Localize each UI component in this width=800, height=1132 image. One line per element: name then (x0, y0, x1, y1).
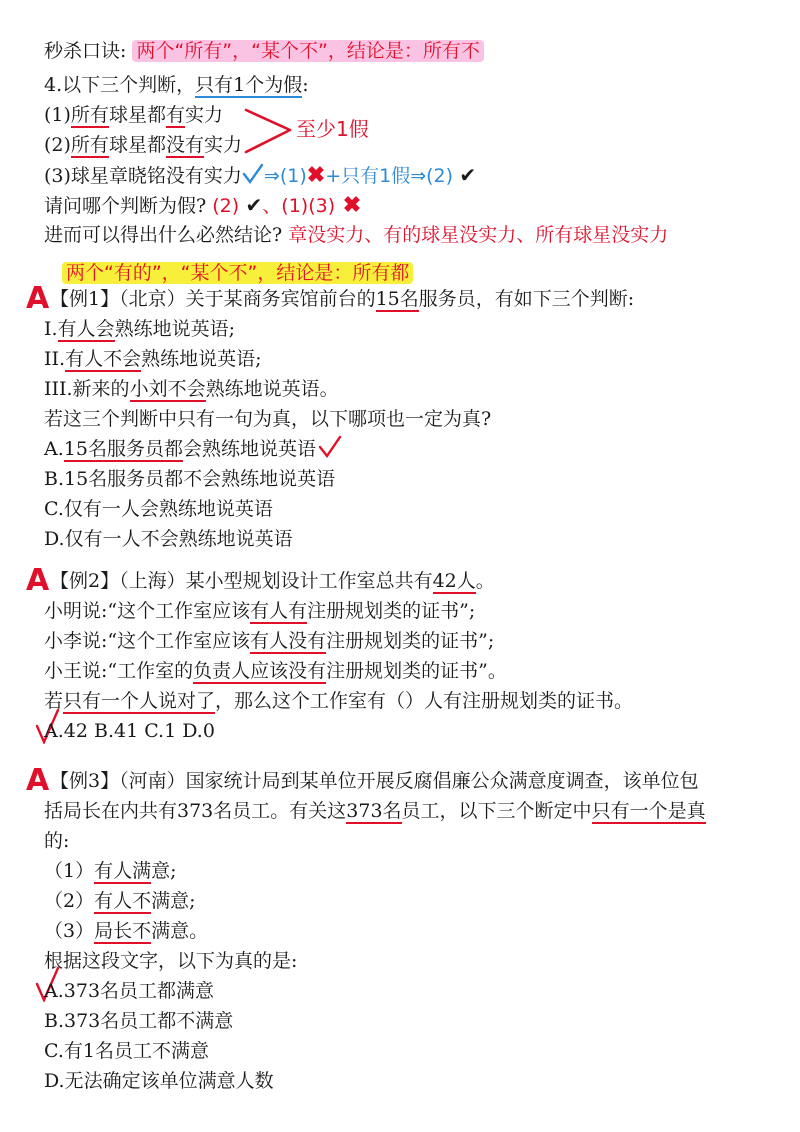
ex1-judgment-1 (44, 314, 235, 344)
q4-ask-text: 请问哪个判断为假? (44, 195, 207, 217)
ex2-xiaowang (44, 656, 507, 686)
ex3-s3-num: （3） (44, 920, 95, 942)
q4-statement-2 (44, 130, 242, 160)
ex2-xm-emph: 有人有 (250, 600, 308, 622)
ex2-xm-rest: 注册规划类的证书”; (307, 600, 476, 622)
ex3-s2-rest: 满意; (151, 890, 196, 912)
ex1-ii-emph: 有人不会 (65, 348, 142, 370)
mark-a-icon: A (26, 281, 50, 316)
ex3-l2-pre: 括局长在内共有373名员工。有关这 (44, 800, 347, 822)
ex3-s3-emph: 局长不 (94, 920, 152, 942)
ex3-statement-1 (44, 856, 177, 886)
ex1-iii-not: 不会 (167, 378, 206, 400)
check-icon: ✔ (239, 193, 263, 217)
mark-a-icon: A (26, 763, 50, 798)
check-icon: ✔ (453, 163, 477, 187)
ex3-line3: 的: (44, 830, 70, 852)
cross-icon: ✖ (306, 162, 326, 188)
ex3-option-d: D.无法确定该单位满意人数 (44, 1070, 274, 1092)
q4-s2-mid: 球星都 (108, 134, 166, 156)
q4-ask (44, 190, 361, 221)
q4-s3-text: (3)球星章晓铭没有实力 (44, 165, 242, 187)
ex2-xl-pre: 小李说:“这个工作室应该 (44, 630, 251, 652)
tip-highlight-note: 两个“所有”，“某个不”，结论是：所有不 (132, 40, 483, 62)
q4-s1-mid: 球星都 (108, 104, 166, 126)
ex3-l2-emph: 只有一个是真 (591, 800, 706, 822)
q4-s3-note-b: +只有1假⇒(2) (325, 165, 454, 187)
ex3-s2-emph: 有人不 (94, 890, 152, 912)
ex2-question (44, 686, 633, 716)
ex1-a-emph: 15名服务员都 (63, 438, 183, 460)
check-icon (242, 163, 264, 185)
ex3-s1-num: （1） (44, 860, 95, 882)
rule2-highlight: 两个“有的”，“某个不”，结论是：所有都 (62, 262, 413, 284)
bracket-mark (244, 104, 294, 158)
ex1-iii-rest: 熟练地说英语。 (205, 378, 339, 400)
ex2-xl-emph: 有人没有 (250, 630, 327, 652)
ex3-option-c: C.有1名员工不满意 (44, 1040, 209, 1062)
ex3-question: 根据这段文字，以下为真的是: (44, 950, 298, 972)
ex2-xw-pre: 小王说:“工作室的 (44, 660, 194, 682)
q4-s1-end: 实力 (184, 104, 223, 126)
q4-s1-have: 有 (165, 104, 185, 126)
ex2-q-emph: 只有一个人说对了 (63, 690, 216, 712)
check-icon (318, 435, 342, 459)
ex3-l2-mid: 员工，以下三个断定中 (401, 800, 592, 822)
ex1-question: 若这三个判断中只有一句为真，以下哪项也一定为真? (44, 408, 492, 430)
q4-s2-end: 实力 (203, 134, 242, 156)
q4-ask-answer-a: (2) (212, 195, 240, 217)
ex1-head-post: 服务员，有如下三个判断: (418, 288, 635, 310)
ex1-iii-name: 小刘 (129, 378, 168, 400)
ex2-xw-emph: 负责人应该没有 (193, 660, 327, 682)
ex2-q-pre: 若 (44, 690, 64, 712)
ex2-head-text: 【例2】（上海）某小型规划设计工作室总共有 (50, 570, 433, 592)
tip-line (44, 36, 484, 66)
ex1-head-num: 15名 (375, 288, 419, 310)
ex3-option-a: A.373名员工都满意 (44, 980, 215, 1002)
ex2-q-rest: ，那么这个工作室有（）人有注册规划类的证书。 (215, 690, 634, 712)
ex3-line2 (44, 796, 706, 826)
ex2-xl-rest: 注册规划类的证书”; (326, 630, 495, 652)
ex3-s1-rest: 意; (151, 860, 177, 882)
q4-s2-num: (2) (44, 134, 71, 156)
q4-title (44, 70, 309, 100)
q4-title-text: 4.以下三个判断， (44, 74, 196, 96)
q4-s1-all: 所有 (70, 104, 109, 126)
q4-ask-answer-b: 、(1)(3) (262, 195, 336, 217)
ex1-judgment-3 (44, 374, 339, 404)
q4-conclude-text: 进而可以得出什么必然结论? (44, 224, 283, 246)
cross-icon: ✖ (335, 192, 362, 218)
q4-conclude (44, 220, 668, 250)
ex2-head (50, 566, 495, 596)
ex1-ii-rest: 熟练地说英语; (141, 348, 262, 370)
ex1-option-b: B.15名服务员都不会熟练地说英语 (44, 468, 336, 490)
ex3-s1-emph: 有人满 (94, 860, 152, 882)
ex1-head (50, 284, 634, 314)
ex1-a-label: A. (44, 438, 64, 460)
tip-label: 秒杀口诀: (44, 40, 127, 62)
ex1-option-d: D.仅有一人不会熟练地说英语 (44, 528, 293, 550)
ex1-judgment-2 (44, 344, 261, 374)
q4-title-emph: 只有1个为假 (195, 74, 303, 96)
q4-note-atleast: 至少1假 (296, 117, 369, 141)
q4-title-colon: : (302, 74, 309, 96)
ex2-xm-pre: 小明说:“这个工作室应该 (44, 600, 251, 622)
q4-s3-note-a: ⇒(1) (263, 165, 307, 187)
ex3-statement-2 (44, 886, 196, 916)
ex1-i-num: I. (44, 318, 58, 340)
ex1-option-c: C.仅有一人会熟练地说英语 (44, 498, 273, 520)
ex1-iii-pre: III.新来的 (44, 378, 130, 400)
q4-s2-all: 所有 (70, 134, 109, 156)
ex2-options: A.42 B.41 C.1 D.0 (44, 720, 215, 742)
ex3-s3-rest: 满意。 (151, 920, 209, 942)
ex3-l2-num: 373名 (346, 800, 402, 822)
ex1-i-rest: 熟练地说英语; (114, 318, 235, 340)
q4-s2-nothave: 没有 (165, 134, 204, 156)
ex2-xiaoli (44, 626, 494, 656)
q4-statement-1 (44, 100, 223, 130)
q4-conclude-answer: 章没实力、有的球星没实力、所有球星没实力 (288, 224, 669, 246)
ex3-head: 【例3】（河南）国家统计局到某单位开展反腐倡廉公众满意度调查，该单位包 (50, 770, 699, 792)
ex1-head-text: 【例1】（北京）关于某商务宾馆前台的 (50, 288, 376, 310)
ex2-head-num: 42人 (432, 570, 476, 592)
ex1-i-emph: 有人会 (57, 318, 115, 340)
ex3-option-b: B.373名员工都不满意 (44, 1010, 234, 1032)
ex1-a-rest: 会熟练地说英语 (182, 438, 316, 460)
ex2-xw-rest: 注册规划类的证书”。 (326, 660, 507, 682)
ex2-head-post: 。 (475, 570, 495, 592)
ex2-xiaoming (44, 596, 475, 626)
ex1-option-a (44, 434, 342, 464)
ex3-statement-3 (44, 916, 208, 946)
q4-s1-num: (1) (44, 104, 71, 126)
ex1-ii-num: II. (44, 348, 66, 370)
q4-statement-3 (44, 160, 476, 191)
ex3-s2-num: （2） (44, 890, 95, 912)
mark-a-icon: A (26, 563, 50, 598)
